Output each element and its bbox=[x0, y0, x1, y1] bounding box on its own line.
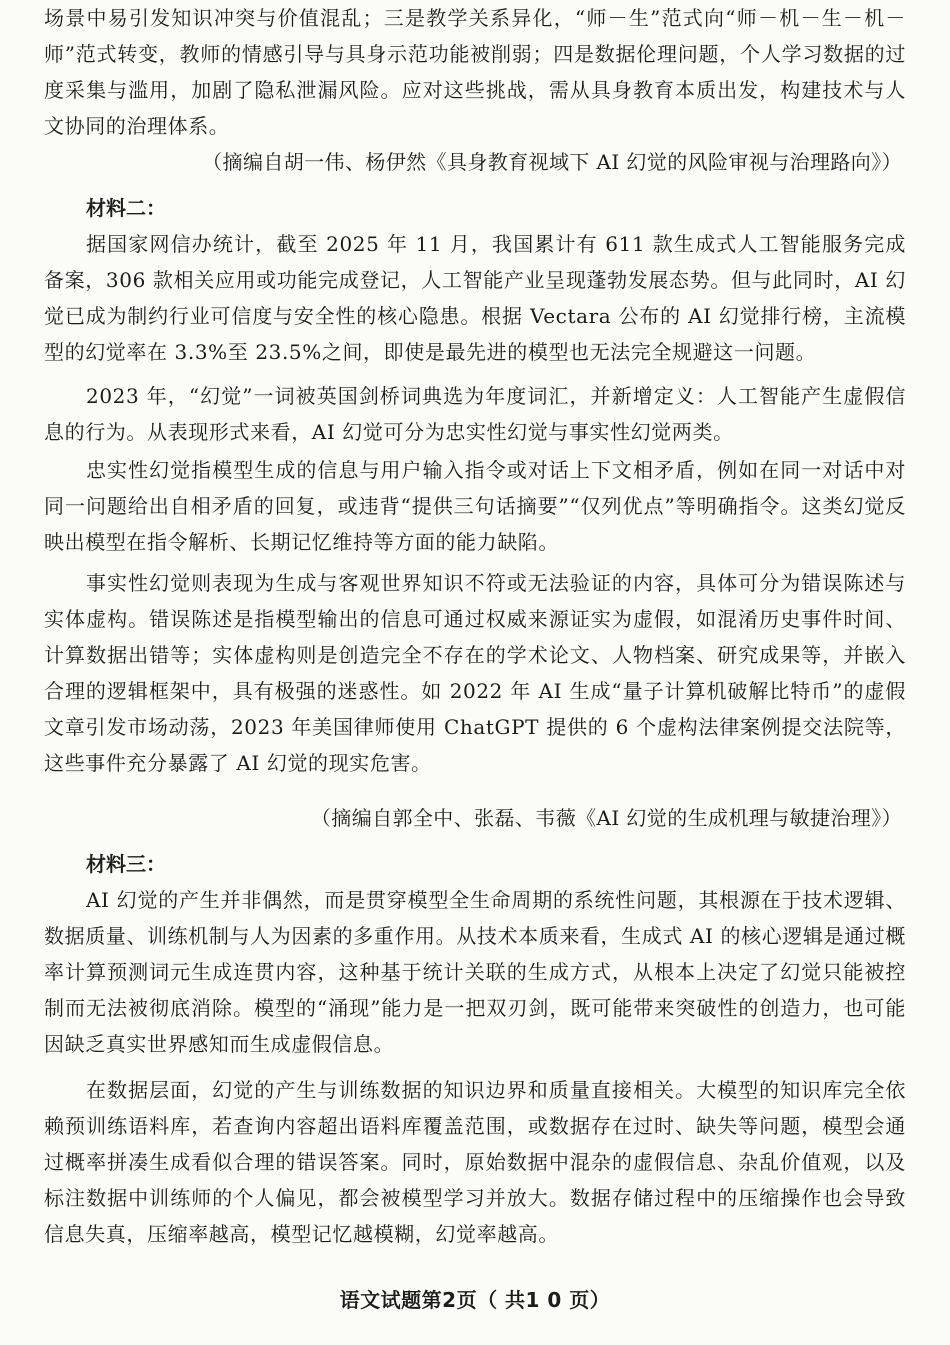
paragraph-factual-hallucination: 事实性幻觉则表现为生成与客观世界知识不符或无法验证的内容，具体可分为错误陈述与实体虚构。错误陈述是指模型输出的信息可通过权威来源证实为虚假，如混淆历史事件时间、计算数据出错等；实体虚构则是创造完全不存在的学术论文、人物档案、研究成果等，并嵌入合理的逻辑框架中，具有极强的迷惑性。如 2022 年 AI 生成“量子计算机破解比特币”的虚假文章引发市场动荡，2023 年美国律师使用 ChatGPT 提供的 6 个虚构法律案例提交法院等，这些事件充分暴露了 AI 幻觉的现实危害。 bbox=[44, 571, 906, 775]
page-footer: 语文试题第2页（ 共1 0 页） bbox=[339, 1288, 611, 1312]
paragraph-continued: 场景中易引发知识冲突与价值混乱；三是教学关系异化，“师－生”范式向“师－机－生－机－师”范式转变，教师的情感引导与具身示范功能被削弱；四是数据伦理问题，个人学习数据的过度采集与滥用，加剧了隐私泄漏风险。应对这些挑战，需从具身教育本质出发，构建技术与人文协同的治理体系。 bbox=[44, 6, 906, 138]
paragraph-data-layer: 在数据层面，幻觉的产生与训练数据的知识边界和质量直接相关。大模型的知识库完全依赖预训练语料库，若查询内容超出语料库覆盖范围，或数据存在过时、缺失等问题，模型会通过概率拼凑生成看似合理的错误答案。同时，原始数据中混杂的虚假信息、杂乱价值观，以及标注数据中训练师的个人偏见，都会被模型学习并放大。数据存储过程中的压缩操作也会导致信息失真，压缩率越高，模型记忆越模糊，幻觉率越高。 bbox=[44, 1078, 906, 1246]
paragraph-faithfulness-hallucination: 忠实性幻觉指模型生成的信息与用户输入指令或对话上下文相矛盾，例如在同一对话中对同一问题给出自相矛盾的回复，或违背“提供三句话摘要”“仅列优点”等明确指令。这类幻觉反映出模型在指令解析、长期记忆维持等方面的能力缺陷。 bbox=[44, 458, 906, 554]
paragraph-causes: AI 幻觉的产生并非偶然，而是贯穿模型全生命周期的系统性问题，其根源在于技术逻辑、数据质量、训练机制与人为因素的多重作用。从技术本质来看，生成式 AI 的核心逻辑是通过概率计算预测词元生成连贯内容，这种基于统计关联的生成方式，从根本上决定了幻觉只能被控制而无法被彻底消除。模型的“涌现”能力是一把双刃剑，既可能带来突破性的创造力，也可能因缺乏真实世界感知而生成虚假信息。 bbox=[44, 888, 906, 1056]
source-citation-2: （摘编自郭全中、张磊、韦薇《AI 幻觉的生成机理与敏捷治理》） bbox=[310, 806, 902, 830]
paragraph-definition: 2023 年，“幻觉”一词被英国剑桥词典选为年度词汇，并新增定义：人工智能产生虚假信息的行为。从表现形式来看，AI 幻觉可分为忠实性幻觉与事实性幻觉两类。 bbox=[44, 384, 906, 444]
source-citation-1: （摘编自胡一伟、杨伊然《具身教育视域下 AI 幻觉的风险审视与治理路向》） bbox=[202, 150, 902, 174]
material-2-heading: 材料二： bbox=[86, 196, 166, 220]
material-3-heading: 材料三： bbox=[86, 852, 166, 876]
paragraph-statistics: 据国家网信办统计，截至 2025 年 11 月，我国累计有 611 款生成式人工智能服务完成备案，306 款相关应用或功能完成登记，人工智能产业呈现蓬勃发展态势。但与此同时，AI 幻觉已成为制约行业可信度与安全性的核心隐患。根据 Vectara 公布的 AI 幻觉排行榜，主流模型的幻觉率在 3.3%至 23.5%之间，即使是最先进的模型也无法完全规避这一问题。 bbox=[44, 232, 906, 364]
